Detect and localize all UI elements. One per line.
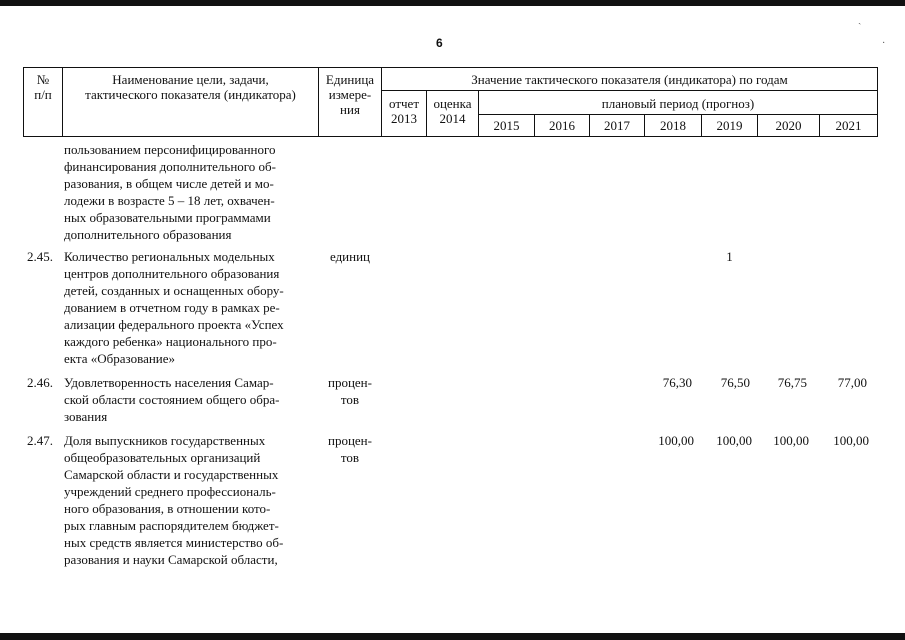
header-year: 2018: [660, 118, 686, 133]
header-planned-title: плановый период (прогноз): [601, 96, 755, 111]
row-value-2018: 100,00: [658, 433, 694, 448]
row-value-2018: 76,30: [662, 375, 692, 390]
header-estimate: оценка 2014: [433, 96, 472, 126]
header-year: 2017: [604, 118, 630, 133]
row-unit: процен- тов: [328, 375, 372, 407]
grid-line: [478, 114, 878, 115]
header-number: № п/п: [34, 72, 52, 102]
header-values-title: Значение тактического показателя (индикатора) по годам: [471, 72, 788, 87]
header-name: Наименование цели, задачи, тактического показателя (индикатора): [85, 72, 296, 102]
scan-edge-top: [0, 0, 905, 6]
row-name: Количество региональных модельных центров дополнительного образования детей, созданных и оснащенных обору- дованием в отчетном году в рамках ре- ализации федерального проекта «Успех каждого ребенка» национального про- екта «Образование»: [64, 249, 284, 366]
header-report: отчет 2013: [389, 96, 419, 126]
scan-edge-bottom: [0, 633, 905, 640]
row-number: 2.46.: [27, 375, 53, 390]
header-year: 2019: [716, 118, 743, 133]
scan-speck: ·: [882, 38, 886, 49]
header-year: 2016: [549, 118, 575, 133]
row-value-2019: 100,00: [716, 433, 752, 448]
header-year: 2021: [835, 118, 862, 133]
row-name: Удовлетворенность населения Самар- ской области состоянием общего обра- зования: [64, 375, 280, 424]
grid-line: [23, 67, 878, 68]
row-name-continuation: пользованием персонифицированного финансирования дополнительного об- разования, в общем числе детей и мо- лодежи в возрасте 5 – 18 лет, охвачен- ных образовательными программами дополнительного образования: [64, 142, 276, 242]
page-number: 6: [436, 36, 443, 50]
row-value-2019: 76,50: [720, 375, 750, 390]
row-value-2021: 77,00: [837, 375, 867, 390]
row-value-2019: 1: [726, 249, 733, 264]
row-number: 2.47.: [27, 433, 53, 448]
row-name: Доля выпускников государственных общеобразовательных организаций Самарской области и государственных учреждений среднего профессиональ- ного образования, в отношении кото- рых главным распорядителем бюджет- ных средств является министерство об- разования и науки Самарской области,: [64, 433, 284, 567]
header-year: 2020: [775, 118, 802, 133]
grid-line: [23, 136, 878, 137]
header-year: 2015: [493, 118, 520, 133]
grid-line: [877, 67, 878, 137]
row-value-2020: 100,00: [773, 433, 809, 448]
grid-line: [381, 90, 878, 91]
row-unit: единиц: [329, 249, 371, 264]
row-unit: процен- тов: [328, 433, 372, 465]
row-value-2021: 100,00: [833, 433, 869, 448]
header-unit: Единица измере- ния: [325, 72, 375, 117]
row-number: 2.45.: [27, 249, 53, 264]
row-value-2020: 76,75: [777, 375, 807, 390]
scan-speck: ˎ: [858, 14, 862, 25]
